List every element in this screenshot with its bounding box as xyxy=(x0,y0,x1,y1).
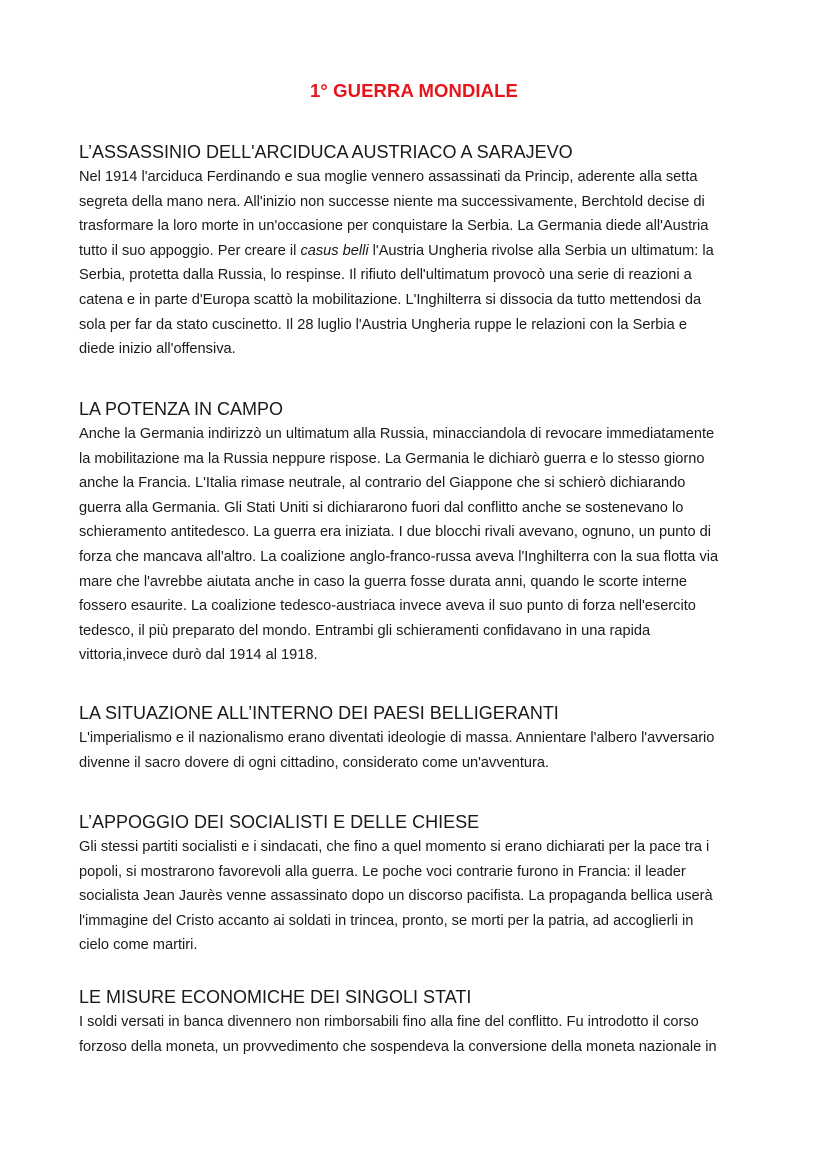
paragraph-line: divenne il sacro dovere di ogni cittadino, considerato come un'avventura. xyxy=(79,754,550,771)
paragraph-line: tedesco, il più preparato del mondo. Entrambi gli schieramenti confidavano in una rapida xyxy=(79,622,651,639)
section-heading: LE MISURE ECONOMICHE DEI SINGOLI STATI xyxy=(79,987,472,1007)
paragraph-line: Gli stessi partiti socialisti e i sindacati, che fino a quel momento si erano dichiarati per la pace tra i xyxy=(79,839,710,855)
paragraph-line: cielo come martiri. xyxy=(79,937,198,954)
paragraph-line: guerra alla Germania. Gli Stati Uniti si dichiararono fuori dal conflitto anche se sostenevano lo xyxy=(79,499,684,516)
section-heading: L’APPOGGIO DEI SOCIALISTI E DELLE CHIESE xyxy=(79,812,480,832)
paragraph-line: sola per far da stato cuscinetto. Il 28 luglio l'Austria Ungheria ruppe le relazioni con la Serbia e xyxy=(79,316,687,333)
section-heading: LA SITUAZIONE ALL’INTERNO DEI PAESI BELLIGERANTI xyxy=(79,703,559,723)
paragraph-line: schieramento antitedesco. La guerra era iniziata. I due blocchi rivali avevano, ognuno, un punto di xyxy=(79,524,711,541)
page-title: 1° GUERRA MONDIALE xyxy=(310,80,518,101)
section-situazione xyxy=(79,702,759,775)
paragraph-line: Serbia, protetta dalla Russia, lo respinse. Il rifiuto dell'ultimatum provocò una serie di reazioni a xyxy=(79,267,692,284)
paragraph-line: l'immagine del Cristo accanto ai soldati in trincea, pronto, se morti per la patria, ad accoglierli in xyxy=(79,912,694,929)
paragraph-line: popoli, si mostrarono favorevoli alla guerra. Le poche voci contrarie furono in Francia: il leader xyxy=(79,863,686,880)
paragraph-line: diede inizio all'offensiva. xyxy=(79,341,236,358)
paragraph-line: segreta della mano nera. All'inizio non successe niente ma successivamente, Berchtold decise di xyxy=(79,193,705,210)
paragraph-line: mare che l'avrebbe aiutata anche in caso la guerra fosse durata anni, quando le scorte interne xyxy=(79,573,687,590)
paragraph-line: forza che mancava all'altro. La coalizione anglo-franco-russa aveva l'Inghilterra con la sua flotta via xyxy=(79,548,719,565)
section-heading: L’ASSASSINIO DELL'ARCIDUCA AUSTRIACO A SARAJEVO xyxy=(79,142,573,162)
section-heading: LA POTENZA IN CAMPO xyxy=(79,399,284,419)
paragraph-line: fossero esaurite. La coalizione tedesco-austriaca invece aveva il suo punto di forza nell'esercito xyxy=(79,598,696,615)
paragraph-line: Anche la Germania indirizzò un ultimatum alla Russia, minacciandola di revocare immediatamente xyxy=(79,426,715,442)
italic-term: casus belli xyxy=(300,242,369,259)
paragraph-line: trasformare la loro morte in un'occasione per conquistare la Serbia. La Germania diede all'Austria xyxy=(79,218,709,235)
paragraph-line: Nel 1914 l'arciduca Ferdinando e sua moglie vennero assassinati da Princip, aderente alla setta xyxy=(79,169,698,185)
paragraph-line: anche la Francia. L'Italia rimase neutrale, al contrario del Giappone che si schierò dichiarando xyxy=(79,475,686,492)
section-misure xyxy=(79,986,759,1059)
paragraph-line: forzoso della moneta, un provvedimento che sospendeva la conversione della moneta nazionale in xyxy=(79,1038,717,1055)
paragraph-text: l'Austria Ungheria rivolse alla Serbia un ultimatum: la xyxy=(368,242,714,259)
paragraph-line: catena e in parte d'Europa scattò la mobilitazione. L'Inghilterra si dissocia da tutto mettendosi da xyxy=(79,291,702,308)
section-assassinio xyxy=(79,141,759,362)
paragraph-line: I soldi versati in banca divennero non rimborsabili fino alla fine del conflitto. Fu introdotto il corso xyxy=(79,1014,699,1030)
paragraph-line: L'imperialismo e il nazionalismo erano diventati ideologie di massa. Annientare l'albero l'avversario xyxy=(79,730,715,746)
paragraph-line: socialista Jean Jaurès venne assassinato dopo un discorso pacifista. La propaganda bellica userà xyxy=(79,888,713,905)
paragraph-line-mixed xyxy=(79,239,759,264)
paragraph-line: vittoria,invece durò dal 1914 al 1918. xyxy=(79,647,318,664)
section-potenza xyxy=(79,398,759,668)
paragraph-line: la mobilitazione ma la Russia neppure rispose. La Germania le dichiarò guerra e lo stesso giorno xyxy=(79,450,705,467)
paragraph-text: tutto il suo appoggio. Per creare il xyxy=(79,242,301,259)
section-appoggio xyxy=(79,811,759,958)
